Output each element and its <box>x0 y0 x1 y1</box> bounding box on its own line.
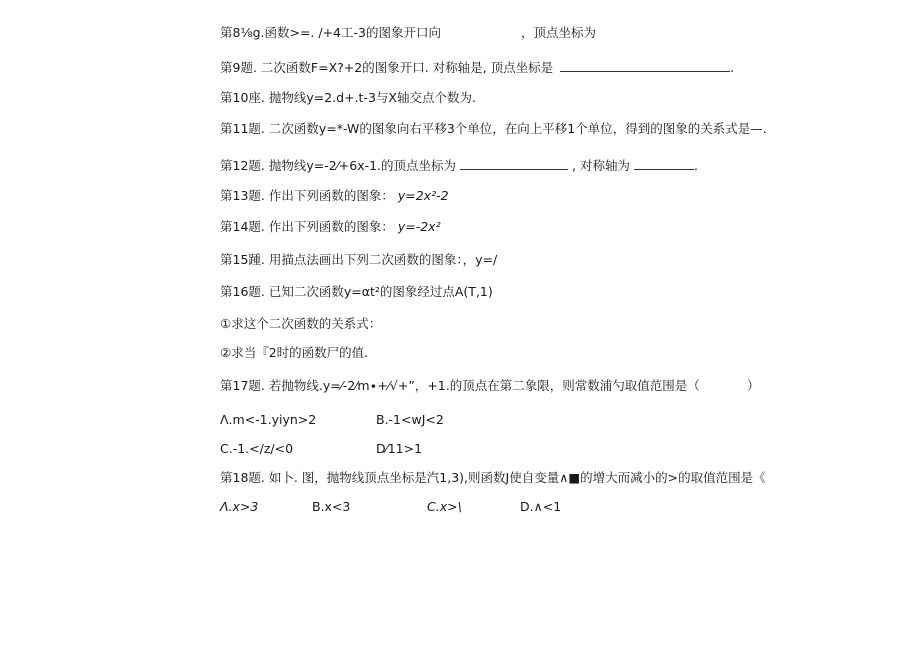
question-15-text: 第15踵. 用描点法画出下列二次函数的图象：，y=/ <box>220 252 498 267</box>
question-9-text: 第9题. 二次函数F=X?+2的图象开口. 对称轴是, 顶点坐标是 <box>220 60 554 75</box>
option-text: D⁄11>1 <box>376 441 423 456</box>
question-12-end: . <box>693 158 698 173</box>
question-17-text: 第17题. 若抛物线.y=⁄-2⁄m∙+⁄√+”，+1.的顶点在第二象限，则常数浦勺取值范围是（ <box>220 378 700 393</box>
question-18-option-c <box>427 499 462 515</box>
question-16-sub1: ①求这个二次函数的关系式： <box>220 316 382 331</box>
question-17-option-a <box>220 412 316 428</box>
question-9 <box>220 59 734 76</box>
option-text: Λ.m<-1.yiyn>2 <box>220 412 317 427</box>
question-15 <box>220 252 497 268</box>
question-14 <box>220 219 441 235</box>
question-17-option-b <box>376 412 444 428</box>
question-9-end: . <box>730 60 735 75</box>
question-12-mid: , 对称轴为 <box>572 158 630 173</box>
option-text: Λ.x>3 <box>220 499 259 514</box>
option-text: D.∧<1 <box>520 499 562 514</box>
question-18-option-d <box>520 499 561 515</box>
question-17 <box>220 378 700 394</box>
question-18-option-a <box>220 499 258 515</box>
question-8 <box>220 25 441 41</box>
question-11-text: 第11题. 二次函数y=*-W的图象向右平移3个单位，在向上平移1个单位，得到的图象的关系式是—. <box>220 121 767 136</box>
answer-blank <box>634 157 694 170</box>
question-8-text: 第8⅛g.函数>=. /+4工-3的图象开口向 <box>220 25 441 40</box>
question-17-option-c <box>220 441 293 457</box>
question-18-option-b <box>312 499 350 515</box>
option-text: C.-1.</z/<0 <box>220 441 294 456</box>
answer-blank <box>460 157 568 170</box>
question-18 <box>220 470 766 486</box>
option-text: B.-1<wJ<2 <box>376 412 444 427</box>
question-11 <box>220 121 767 137</box>
option-text: B.x<3 <box>312 499 351 514</box>
question-16 <box>220 284 493 300</box>
question-16-part-1 <box>220 316 381 332</box>
answer-blank <box>560 59 730 72</box>
question-12-text: 第12题. 抛物线y=-2⁄+6x-1.的顶点坐标为 <box>220 158 457 173</box>
question-14-text: 第14题. 作出下列函数的图象： <box>220 219 394 234</box>
question-16-sub2: ②求当『2时的函数尸的值. <box>220 345 369 360</box>
question-13-text: 第13题. 作出下列函数的图象： <box>220 188 394 203</box>
question-17-close: ） <box>747 378 760 393</box>
question-8-suffix-line <box>521 25 596 41</box>
question-10 <box>220 90 476 106</box>
question-17-close-paren <box>747 378 760 394</box>
option-text: C.x>\ <box>427 499 462 514</box>
question-13 <box>220 188 449 204</box>
question-17-option-d <box>376 441 422 457</box>
question-10-text: 第10座. 抛物线y=2.d+.t-3与X轴交点个数为. <box>220 90 476 105</box>
question-16-part-2 <box>220 345 368 361</box>
question-18-text: 第18题. 如卜. 图，抛物线顶点坐标是汽1,3),则函数J使自变量∧■的增大而减小的>的取值范围是《 <box>220 470 766 485</box>
question-14-formula: y=-2x² <box>397 219 441 234</box>
question-12 <box>220 157 698 174</box>
question-8-suffix: ，顶点坐标为 <box>521 25 597 40</box>
question-16-text: 第16题. 已知二次函数y=αt²的图象经过点A(T,1) <box>220 284 493 299</box>
question-13-formula: y=2x²-2 <box>397 188 449 203</box>
